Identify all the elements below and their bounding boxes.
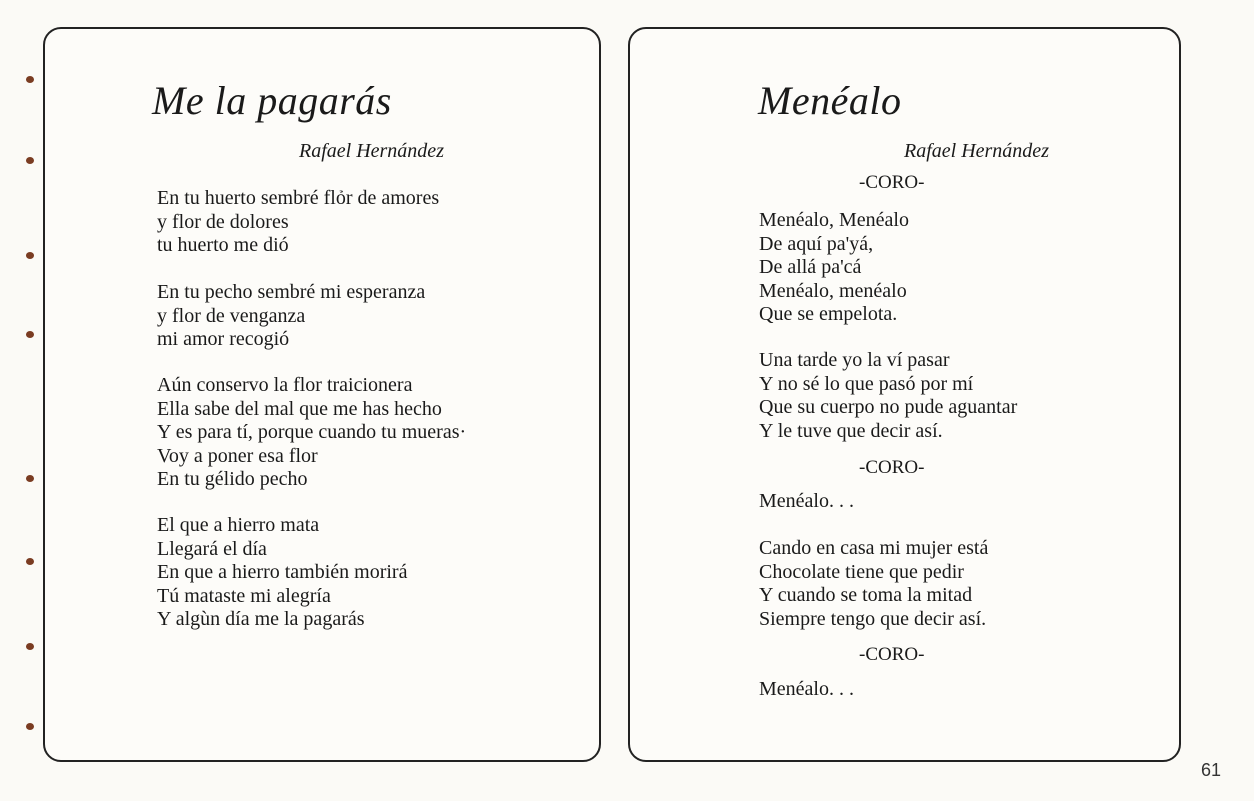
lyric-line: Que se empelota. — [759, 303, 898, 325]
song-author: Rafael Hernández — [904, 140, 1049, 162]
binder-hole — [26, 475, 34, 482]
lyric-line: De aquí pa'yá, — [759, 232, 874, 255]
lyric-line: Siempre tengo que decir así. — [759, 607, 987, 630]
verse-stanza — [759, 349, 1017, 443]
lyric-line: Y algùn día me la pagarás — [157, 608, 365, 630]
chorus-label: -CORO- — [859, 644, 925, 665]
binder-hole — [26, 76, 34, 83]
song-panel-left — [43, 27, 601, 762]
verse-stanza — [759, 537, 988, 631]
lyric-line: El que a hierro mata — [157, 514, 320, 536]
lyric-line: Y es para tí, porque cuando tu mueras· — [157, 421, 467, 443]
song-author: Rafael Hernández — [299, 140, 444, 162]
lyric-line: Que su cuerpo no pude aguantar — [759, 396, 1018, 418]
binder-hole — [26, 723, 34, 730]
page-number: 61 — [1201, 760, 1222, 780]
binder-hole — [26, 252, 34, 259]
stanza — [157, 374, 466, 492]
chorus-stanza — [759, 209, 909, 327]
lyric-line: En tu gélido pecho — [157, 468, 308, 490]
binder-hole — [26, 157, 34, 164]
lyric-line: En tu huerto sembré flỏr de amores — [157, 187, 440, 209]
lyric-line: Y cuando se toma la mitad — [759, 584, 973, 606]
song-title: Menéalo — [758, 78, 902, 123]
lyric-line: mi amor recogió — [157, 328, 290, 350]
stanza — [157, 514, 407, 632]
lyric-line: y flor de dolores — [157, 210, 289, 233]
lyric-line: y flor de venganza — [157, 304, 306, 327]
lyric-line: Chocolate tiene que pedir — [759, 560, 964, 583]
binder-hole — [26, 558, 34, 565]
lyric-line: Una tarde yo la ví pasar — [759, 349, 950, 371]
song-title: Me la pagarás — [152, 78, 392, 123]
lyric-line: En tu pecho sembré mi esperanza — [157, 281, 426, 303]
chorus-repeat — [759, 490, 854, 514]
lyric-line: De allá pa'cá — [759, 256, 862, 278]
stanza — [157, 281, 425, 352]
lyric-line: En que a hierro también morirá — [157, 561, 408, 583]
lyric-line: tu huerto me dió — [157, 234, 289, 256]
lyric-line: Cando en casa mi mujer está — [759, 537, 989, 559]
song-panel-right — [628, 27, 1181, 762]
lyric-line: Menéalo, menéalo — [759, 279, 907, 302]
lyric-line: Aún conservo la flor traicionera — [157, 374, 413, 396]
chorus-label: -CORO- — [859, 172, 925, 193]
binder-hole — [26, 331, 34, 338]
lyric-line: Menéalo. . . — [759, 678, 854, 700]
lyric-line: Llegará el día — [157, 537, 267, 560]
lyric-line: Ella sabe del mal que me has hecho — [157, 397, 442, 420]
chorus-repeat — [759, 678, 854, 702]
lyric-line: Y no sé lo que pasó por mí — [759, 372, 974, 395]
stanza — [157, 187, 439, 258]
lyric-line: Menéalo, Menéalo — [759, 209, 909, 231]
chorus-label: -CORO- — [859, 457, 925, 478]
binder-hole — [26, 643, 34, 650]
lyric-line: Y le tuve que decir así. — [759, 419, 943, 442]
lyric-line: Tú mataste mi alegría — [157, 584, 331, 607]
lyric-line: Menéalo. . . — [759, 490, 854, 512]
lyric-line: Voy a poner esa flor — [157, 444, 318, 467]
